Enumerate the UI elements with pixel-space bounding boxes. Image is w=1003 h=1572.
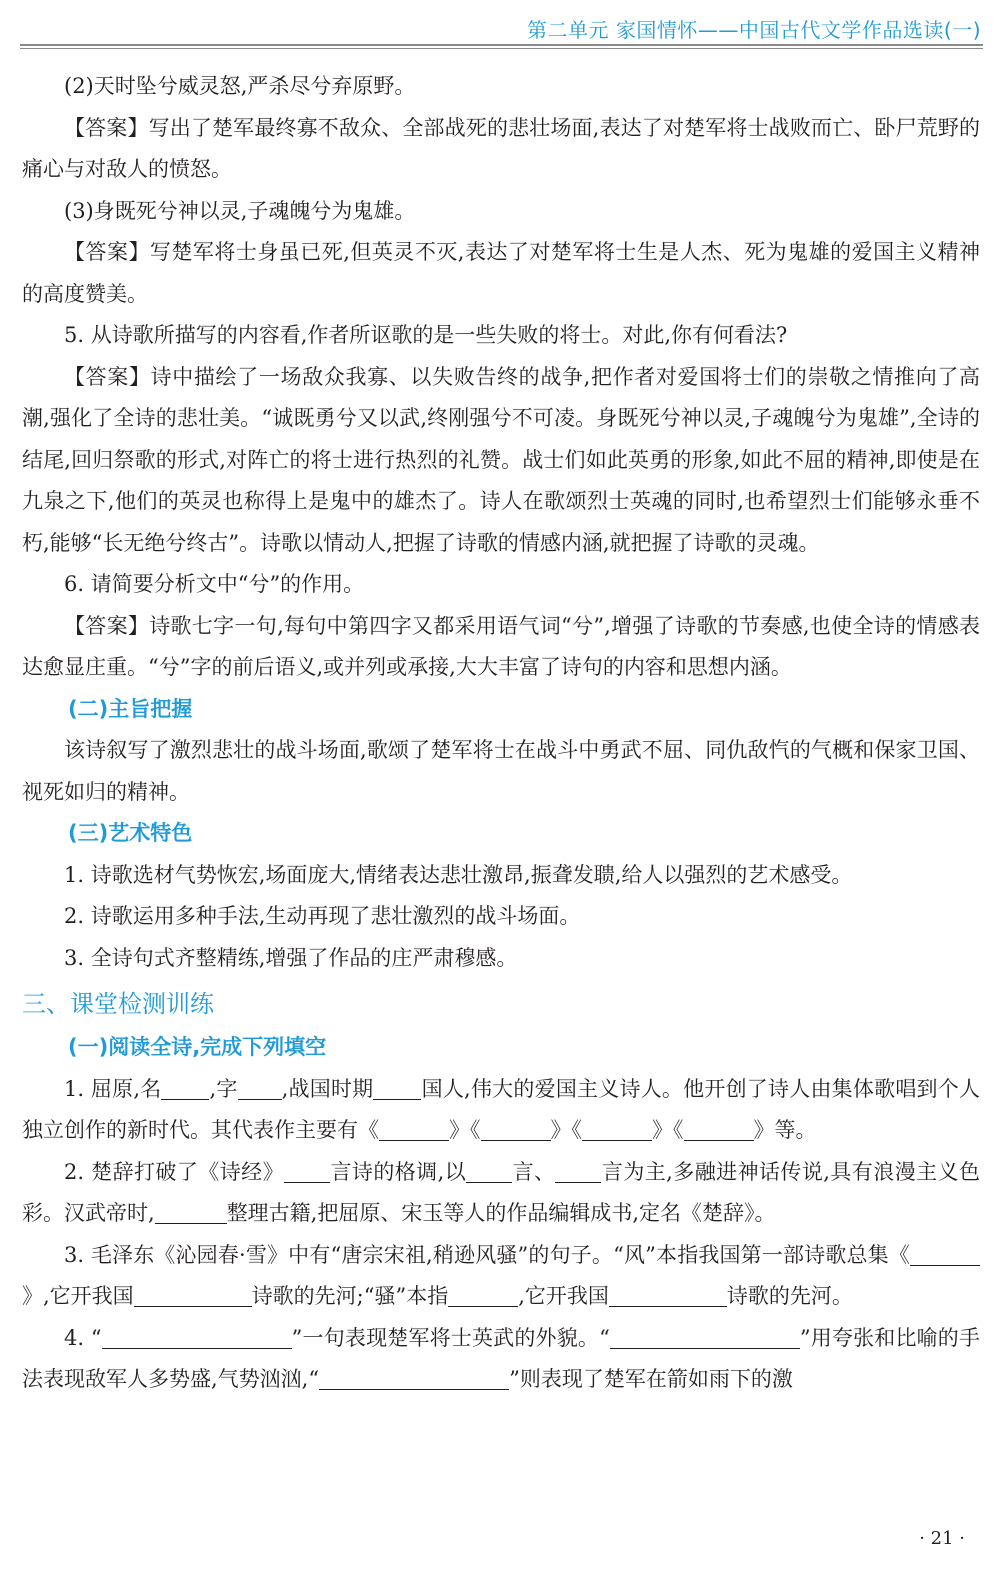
fill-blank[interactable] bbox=[481, 1117, 551, 1141]
fill-text: ,战国时期 bbox=[281, 1076, 374, 1101]
fill-blank[interactable] bbox=[582, 1117, 652, 1141]
theme-text: 该诗叙写了激烈悲壮的战斗场面,歌颂了楚军将士在战斗中勇武不屈、同仇敌忾的气概和保家卫国、视死如归的精神。 bbox=[22, 738, 980, 804]
fill-text: 》,它开我国 bbox=[22, 1284, 134, 1308]
fill-blank[interactable] bbox=[466, 1159, 512, 1183]
answer-text: 诗中描绘了一场敌众我寡、以失败告终的战争,把作者对爱国将士们的崇敬之情推向了高潮,强化了全诗的悲壮美。“诚既勇兮又以武,终刚强兮不可凌。身既死兮神以灵,子魂魄兮为鬼雄”,全诗的结尾,回归祭歌的形式,对阵亡的将士进行热烈的礼赞。战士们如此英勇的形象,如此不屈的精神,即使是在九泉之下,他们的英灵也称得上是鬼中的雄杰了。诗人在歌颂烈士英魂的同时,也希望烈士们能够永垂不朽,能够“长无绝兮终古”。诗歌以情动人,把握了诗歌的情感内涵,就把握了诗歌的灵魂。 bbox=[22, 364, 981, 555]
fill-blank[interactable] bbox=[102, 1325, 292, 1349]
fill-text: ”一句表现楚军将士英武的外貌。“ bbox=[291, 1325, 610, 1350]
art-heading: (三)艺术特色 bbox=[68, 821, 193, 845]
answer-3 bbox=[22, 232, 980, 315]
answer-text: 写楚军将士身虽已死,但英灵不灭,表达了对楚军将士生是人杰、死为鬼雄的爱国主义精神的高度赞美。 bbox=[22, 240, 980, 306]
answer-tag: 【答案】 bbox=[64, 115, 149, 140]
page-header bbox=[0, 0, 1003, 52]
fill-text: 国人,伟大的爱国主义诗人。他开创了诗人由集体歌唱到个人独立创作的新时代。其代表作主要有《 bbox=[22, 1076, 980, 1142]
fill-text: 言、 bbox=[512, 1159, 556, 1184]
header-title: 第二单元 家国情怀——中国古代文学作品选读(一) bbox=[527, 18, 981, 42]
fill-text: ,它开我国 bbox=[518, 1284, 609, 1308]
fill-text: ”则表现了楚军在箭如雨下的激 bbox=[509, 1367, 793, 1391]
art-item-1: 1. 诗歌选材气势恢宏,场面庞大,情绪表达悲壮激昂,振聋发聩,给人以强烈的艺术感受。 bbox=[64, 862, 853, 887]
fill-text: 1. 屈原,名 bbox=[64, 1076, 162, 1101]
answer-text: 诗歌七字一句,每句中第四字又都采用语气词“兮”,增强了诗歌的节奏感,也使全诗的情感表达愈显庄重。“兮”字的前后语义,或并列或承接,大大丰富了诗句的内容和思想内涵。 bbox=[22, 613, 981, 679]
answer-5 bbox=[22, 357, 980, 565]
fill-text: 整理古籍,把屈原、宋玉等人的作品编辑成书,定名《楚辞》。 bbox=[226, 1201, 776, 1225]
fill-blank[interactable] bbox=[155, 1200, 227, 1224]
fill-blank[interactable] bbox=[134, 1283, 252, 1307]
art-item-2: 2. 诗歌运用多种手法,生动再现了悲壮激烈的战斗场面。 bbox=[64, 904, 581, 928]
fill-text: 》《 bbox=[550, 1118, 582, 1142]
page-content bbox=[22, 66, 980, 1401]
theme-heading: (二)主旨把握 bbox=[68, 696, 193, 721]
fill-text: 》等。 bbox=[753, 1118, 817, 1142]
header-rule-thin bbox=[20, 48, 983, 49]
fill-text: 3. 毛泽东《沁园春·雪》中有“唐宗宋祖,稍逊风骚”的句子。“风”本指我国第一部诗歌总集《 bbox=[64, 1242, 910, 1267]
fill-text: ”用夸张和比喻的手法表现敌军人多势盛,气势汹汹,“ bbox=[22, 1325, 980, 1391]
answer-6 bbox=[22, 606, 980, 689]
fill-blank[interactable] bbox=[684, 1117, 754, 1141]
answer-text: 写出了楚军最终寡不敌众、全部战死的悲壮场面,表达了对楚军将士战败而亡、卧尸荒野的痛心与对敌人的愤怒。 bbox=[22, 115, 981, 181]
fill-blank[interactable] bbox=[238, 1076, 282, 1100]
question-6: 6. 请简要分析文中“兮”的作用。 bbox=[64, 572, 365, 596]
art-item-3: 3. 全诗句式齐整精练,增强了作品的庄严肃穆感。 bbox=[64, 945, 518, 970]
fill-text: 诗歌的先河。 bbox=[726, 1284, 853, 1308]
answer-tag: 【答案】 bbox=[64, 364, 151, 389]
answer-tag: 【答案】 bbox=[64, 613, 150, 638]
fill-blank[interactable] bbox=[379, 1117, 449, 1141]
fill-text: 4. “ bbox=[64, 1325, 102, 1350]
fill-blank[interactable] bbox=[319, 1366, 509, 1390]
fill-text: 》《 bbox=[652, 1118, 684, 1142]
fill-question-2 bbox=[22, 1152, 980, 1235]
fill-blank[interactable] bbox=[284, 1159, 330, 1183]
question-3-line: (3)身既死兮神以灵,子魂魄兮为鬼雄。 bbox=[64, 198, 416, 223]
page-number: · 21 · bbox=[919, 1528, 965, 1549]
fill-text: 言诗的格调,以 bbox=[330, 1159, 467, 1184]
fill-blank[interactable] bbox=[448, 1283, 518, 1307]
fill-text: 》《 bbox=[449, 1118, 481, 1142]
header-rule bbox=[20, 44, 983, 46]
fill-blank[interactable] bbox=[555, 1159, 601, 1183]
fill-question-4 bbox=[22, 1318, 980, 1401]
fill-blank[interactable] bbox=[161, 1076, 209, 1100]
fill-blank[interactable] bbox=[910, 1242, 980, 1266]
fill-heading: (一)阅读全诗,完成下列填空 bbox=[68, 1035, 327, 1059]
fill-blank[interactable] bbox=[373, 1076, 421, 1100]
answer-tag: 【答案】 bbox=[64, 240, 150, 264]
fill-blank[interactable] bbox=[610, 1325, 800, 1349]
question-5: 5. 从诗歌所描写的内容看,作者所讴歌的是一些失败的将士。对此,你有何看法? bbox=[64, 323, 788, 347]
fill-text: 2. 楚辞打破了《诗经》 bbox=[64, 1159, 285, 1184]
fill-question-1 bbox=[22, 1069, 980, 1152]
fill-text: ,字 bbox=[209, 1076, 238, 1101]
fill-blank[interactable] bbox=[609, 1283, 727, 1307]
section-3-heading: 三、课堂检测训练 bbox=[22, 990, 214, 1018]
fill-question-3 bbox=[22, 1235, 980, 1318]
fill-text: 诗歌的先河;“骚”本指 bbox=[251, 1284, 449, 1308]
answer-2 bbox=[22, 108, 980, 191]
fill-text: 言为主,多融进神话传说,具有浪漫主义色彩。汉武帝时, bbox=[22, 1159, 980, 1225]
question-2-line: (2)天时坠兮威灵怒,严杀尽兮弃原野。 bbox=[64, 74, 416, 98]
